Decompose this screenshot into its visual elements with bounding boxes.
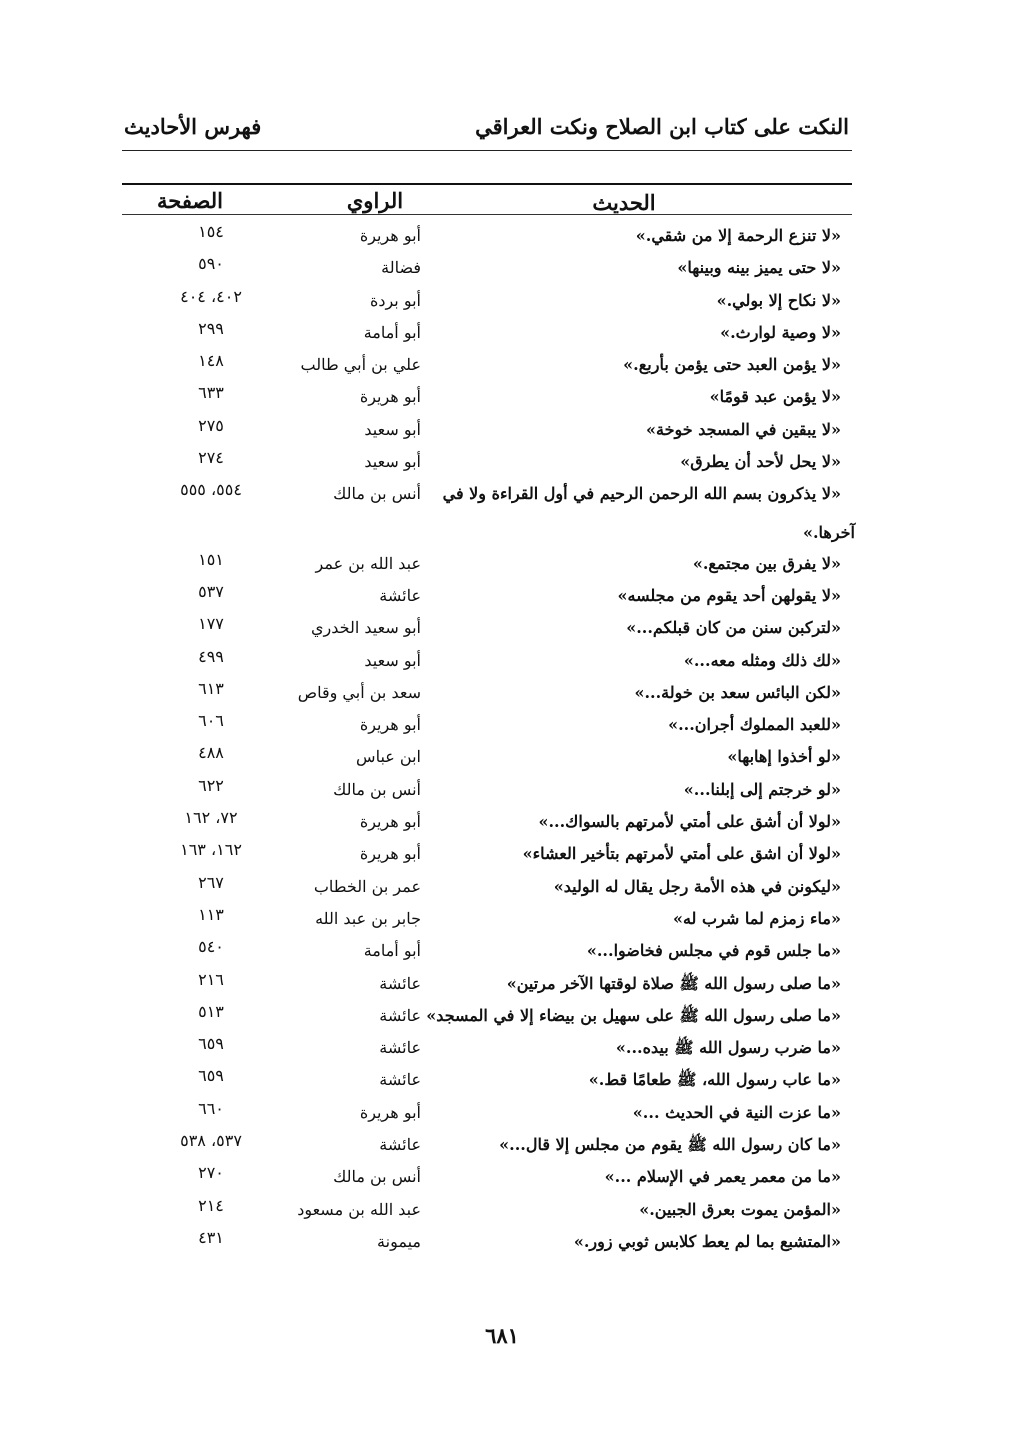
hadith-text: «ما من معمر يعمر في الإسلام ...» (604, 1167, 841, 1187)
hadith-text: «ما كان رسول الله ﷺ يقوم من مجلس إلا قال...» (499, 1135, 841, 1155)
narrator-name: أبو هريرة (359, 226, 421, 245)
page-reference: ٦٣٣ (198, 383, 224, 403)
page-reference: ٥٣٧، ٥٣٨ (180, 1131, 242, 1151)
narrator-name: أبو هريرة (359, 812, 421, 832)
page-reference: ٤٣١ (198, 1227, 224, 1247)
hadith-text: «لو أخذوا إهابها» (727, 747, 841, 767)
hadith-text: «لا يؤمن العبد حتى يؤمن بأربع.» (623, 355, 841, 375)
narrator-name: أبو هريرة (359, 387, 421, 407)
hadith-text: «ما عاب رسول الله، ﷺ طعامًا قط.» (588, 1070, 841, 1090)
column-header-page: الصفحة (157, 188, 223, 213)
narrator-name: أبو سعيد (364, 419, 421, 439)
hadith-text: «ما صلى رسول الله ﷺ صلاة لوقتها الآخر مرتين» (506, 973, 841, 993)
page-reference: ٦١٣ (198, 678, 224, 698)
page-reference: ٦٥٩ (198, 1066, 224, 1086)
hadith-text: «ليكونن في هذه الأمة رجل يقال له الوليد» (553, 876, 841, 896)
column-header-rawi: الراوي (346, 188, 404, 213)
narrator-name: عبد الله بن مسعود (297, 1199, 421, 1219)
table-row (120, 383, 855, 415)
page-reference: ١١٣ (198, 904, 224, 924)
narrator-name: فضالة (381, 258, 421, 278)
table-row (120, 1002, 855, 1034)
hadith-text: «لتركبن سنن من كان قبلكم...» (626, 618, 841, 638)
table-row (120, 480, 855, 512)
hadith-text: «لا يؤمن عبد قومًا» (709, 387, 841, 407)
table-row (120, 937, 855, 969)
table-row (120, 1196, 855, 1228)
narrator-name: ابن عباس (356, 747, 421, 767)
hadith-text: «لا يقولهن أحد يقوم من مجلسه» (617, 585, 841, 605)
page-reference: ١٥١ (198, 549, 224, 569)
table-row (120, 808, 855, 840)
page-reference: ٤٠٢، ٤٠٤ (180, 286, 242, 306)
narrator-name: أبو أمامة (363, 322, 421, 342)
hadith-text: «لا وصية لوارث.» (720, 322, 841, 342)
book-title: النكت على كتاب ابن الصلاح ونكت العراقي (475, 114, 849, 139)
page-reference: ٦٢٢ (198, 775, 224, 795)
page-reference: ٢٩٩ (198, 318, 224, 338)
page-reference: ٢١٦ (198, 969, 224, 989)
page-reference: ٢١٤ (198, 1195, 224, 1215)
narrator-name: أنس بن مالك (333, 1167, 421, 1187)
narrator-name: علي بن أبي طالب (300, 355, 421, 375)
narrator-name: أبو أمامة (363, 941, 421, 961)
hadith-text: «ماء زمزم لما شرب له» (672, 908, 841, 928)
narrator-name: جابر بن عبد الله (315, 908, 421, 928)
narrator-name: عائشة (379, 1070, 421, 1090)
hadith-text: «لولا أن اشق على أمتي لأمرتهم بتأخير العشاء» (522, 844, 841, 864)
page-reference: ٢٧٠ (198, 1163, 224, 1183)
page-reference: ٦٦٠ (198, 1098, 224, 1118)
table-row (120, 319, 855, 351)
table-row (120, 550, 855, 582)
page-reference: ٢٧٥ (198, 415, 224, 435)
header-divider (122, 150, 852, 151)
table-row (120, 614, 855, 646)
table-row (120, 873, 855, 905)
table-top-rule (122, 183, 852, 185)
page-number: ٦٨١ (485, 1323, 519, 1348)
hadith-text: «ما صلى رسول الله ﷺ على سهيل بن بيضاء إلا في المسجد» (426, 1005, 841, 1025)
narrator-name: أبو هريرة (359, 844, 421, 864)
page-reference: ٢٦٧ (198, 872, 224, 892)
hadith-text: «لكن البائس سعد بن خولة...» (634, 682, 841, 702)
table-row (120, 254, 855, 286)
column-header-hadith: الحديث (592, 190, 656, 215)
hadith-text: «للعبد المملوك أجران...» (668, 715, 841, 735)
page-reference: ٥٩٠ (198, 254, 224, 274)
page-reference: ٦٠٦ (198, 711, 224, 731)
table-row (120, 711, 855, 743)
table-row (120, 222, 855, 254)
hadith-text: «لا يفرق بين مجتمع.» (692, 553, 841, 573)
table-row (120, 776, 855, 808)
page-reference: ٥٥٤، ٥٥٥ (180, 480, 242, 500)
table-row (120, 1099, 855, 1131)
narrator-name: عمر بن الخطاب (313, 876, 421, 896)
table-row (120, 679, 855, 711)
table-row (120, 1131, 855, 1163)
page-reference: ٤٨٨ (198, 743, 224, 763)
hadith-index-table (120, 222, 855, 1260)
narrator-name: عائشة (379, 1005, 421, 1025)
hadith-text: «لا نكاح إلا بولي.» (716, 290, 841, 310)
hadith-text: «لا حتى يميز بينه وبينها» (677, 258, 841, 278)
hadith-text: «لا تنزع الرحمة إلا من شقي.» (635, 226, 841, 245)
table-row-continuation (120, 513, 855, 550)
page-reference: ١٧٧ (198, 614, 224, 634)
hadith-text: «لك ذلك ومثله معه...» (683, 650, 841, 670)
table-row (120, 287, 855, 319)
page-reference: ١٤٨ (198, 351, 224, 371)
hadith-text: آخرها.» (802, 522, 855, 542)
hadith-text: «لولا أن أشق على أمتي لأمرتهم بالسواك...» (538, 812, 841, 832)
hadith-text: «المتشبع بما لم يعط كلابس ثوبي زور.» (573, 1231, 841, 1251)
table-row (120, 416, 855, 448)
page-reference: ٥٤٠ (198, 937, 224, 957)
narrator-name: عائشة (379, 1038, 421, 1058)
narrator-name: أبو سعيد الخدري (311, 618, 421, 638)
narrator-name: عائشة (379, 973, 421, 993)
table-row (120, 448, 855, 480)
hadith-text: «ما جلس قوم في مجلس فخاضوا...» (586, 941, 841, 961)
narrator-name: أبو سعيد (364, 650, 421, 670)
hadith-text: «المؤمن يموت بعرق الجبين.» (639, 1199, 841, 1219)
page-reference: ٦٥٩ (198, 1034, 224, 1054)
page-reference: ٤٩٩ (198, 646, 224, 666)
section-title: فهرس الأحاديث (124, 114, 262, 139)
page-reference: ٥١٣ (198, 1001, 224, 1021)
table-row (120, 970, 855, 1002)
page-reference: ٥٣٧ (198, 581, 224, 601)
table-row (120, 582, 855, 614)
narrator-name: أبو هريرة (359, 715, 421, 735)
table-row (120, 1163, 855, 1195)
page-reference: ٧٢، ١٦٢ (184, 808, 238, 828)
narrator-name: أبو هريرة (359, 1102, 421, 1122)
table-row (120, 905, 855, 937)
table-row (120, 1066, 855, 1098)
page-reference: ١٥٤ (198, 222, 224, 241)
hadith-text: «ما عزت النية في الحديث ...» (632, 1102, 841, 1122)
table-header-rule (122, 214, 852, 215)
table-row (120, 840, 855, 872)
narrator-name: سعد بن أبي وقاص (297, 682, 421, 702)
hadith-text: «لا يذكرون بسم الله الرحمن الرحيم في أول القراءة ولا في (442, 484, 841, 504)
narrator-name: أنس بن مالك (333, 484, 421, 504)
narrator-name: عبد الله بن عمر (315, 553, 421, 573)
narrator-name: ميمونة (377, 1231, 421, 1251)
narrator-name: أبو بردة (369, 290, 421, 310)
hadith-text: «لا يحل لأحد أن يطرق» (680, 452, 841, 472)
hadith-text: «ما ضرب رسول الله ﷺ بيده...» (615, 1038, 841, 1058)
table-row (120, 351, 855, 383)
page-reference: ٢٧٤ (198, 448, 224, 468)
table-row (120, 1228, 855, 1260)
table-row (120, 1034, 855, 1066)
table-row (120, 743, 855, 775)
hadith-text: «لا يبقين في المسجد خوخة» (646, 419, 841, 439)
narrator-name: أنس بن مالك (333, 779, 421, 799)
hadith-text: «لو خرجتم إلى إبلنا...» (683, 779, 841, 799)
narrator-name: عائشة (379, 1135, 421, 1155)
narrator-name: عائشة (379, 585, 421, 605)
page-reference: ١٦٢، ١٦٣ (180, 840, 242, 860)
narrator-name: أبو سعيد (364, 452, 421, 472)
table-row (120, 647, 855, 679)
